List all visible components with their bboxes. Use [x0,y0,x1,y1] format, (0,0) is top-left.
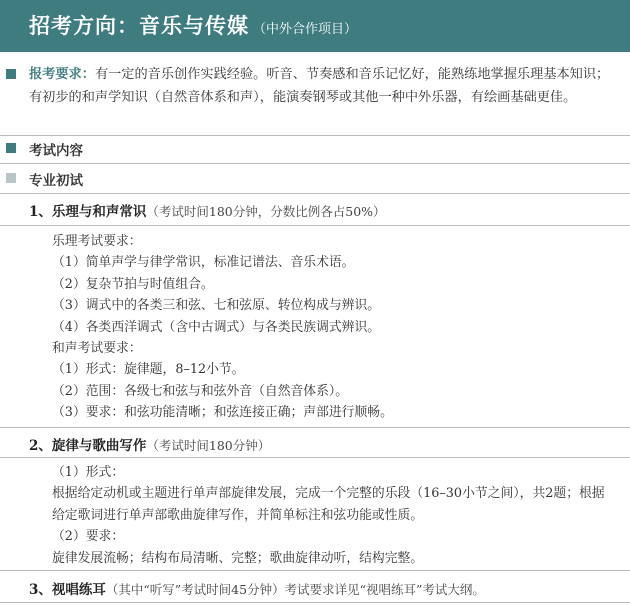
divider [0,427,630,428]
exam-content-heading: 考试内容 [29,143,83,159]
body-line: （2）复杂节拍与时值组合。 [52,276,214,292]
page-subtitle: （中外合作项目） [253,22,358,37]
body-line: （1）形式： [52,465,125,480]
body-line: （1）简单声学与律学常识，标准记谱法、音乐术语。 [52,255,355,271]
prelim-heading: 专业初试 [29,173,83,189]
divider [0,457,630,458]
body-paragraph: 根据给定动机或主题进行单声部旋律发展，完成一个完整的乐段（16–30小节之间），共2题；根据给定歌词进行单声部歌曲旋律写作，并简单标注和弦功能或性质。 [52,486,605,523]
body-line: 乐理考试要求： [52,234,142,249]
requirements-text: 有一定的音乐创作实践经验。听音、节奏感和音乐记忆好，能熟练地掌握乐理基本知识；有初步的和声学知识（自然音体系和声），能演奏钢琴或其他一种中外乐器，有绘画基础更佳。 [29,67,610,105]
bullet-square-icon [6,143,16,153]
divider [0,570,630,571]
body-line: （1）形式：旋律题，8–12小节。 [52,362,245,378]
page-header [0,0,630,52]
requirements-label: 报考要求： [29,67,95,82]
body-line: 和声考试要求： [52,341,142,357]
body-line: （4）各类西洋调式（含中古调式）与各类民族调式辨识。 [52,319,381,335]
section-title: 3、视唱练耳（其中“听写”考试时间45分钟）考试要求详见“视唱练耳”考试大纲。 [29,582,485,598]
divider [0,225,630,226]
body-line: （3）要求：和弦功能清晰；和弦连接正确；声部进行顺畅。 [52,405,393,421]
body-line: （3）调式中的各类三和弦、七和弦原、转位构成与辨识。 [52,298,381,314]
divider [0,602,630,603]
section-2-body [52,462,612,569]
divider [0,193,630,194]
section-title: 1、乐理与和声常识（考试时间180分钟，分数比例各占50%） [29,204,386,220]
section-1-body [52,231,612,424]
page-title: 招考方向：音乐与传媒 [29,13,249,38]
bullet-square-icon [6,69,16,79]
body-line: （2）范围：各级七和弦与和弦外音（自然音体系）。 [52,383,349,399]
divider [0,163,630,164]
bullet-square-icon [6,173,16,183]
divider [0,135,630,136]
body-line: 旋律发展流畅；结构布局清晰、完整；歌曲旋律动听，结构完整。 [52,550,424,566]
body-line: （2）要求： [52,529,125,545]
requirements-paragraph [29,63,619,109]
section-title: 2、旋律与歌曲写作（考试时间180分钟） [29,438,271,454]
